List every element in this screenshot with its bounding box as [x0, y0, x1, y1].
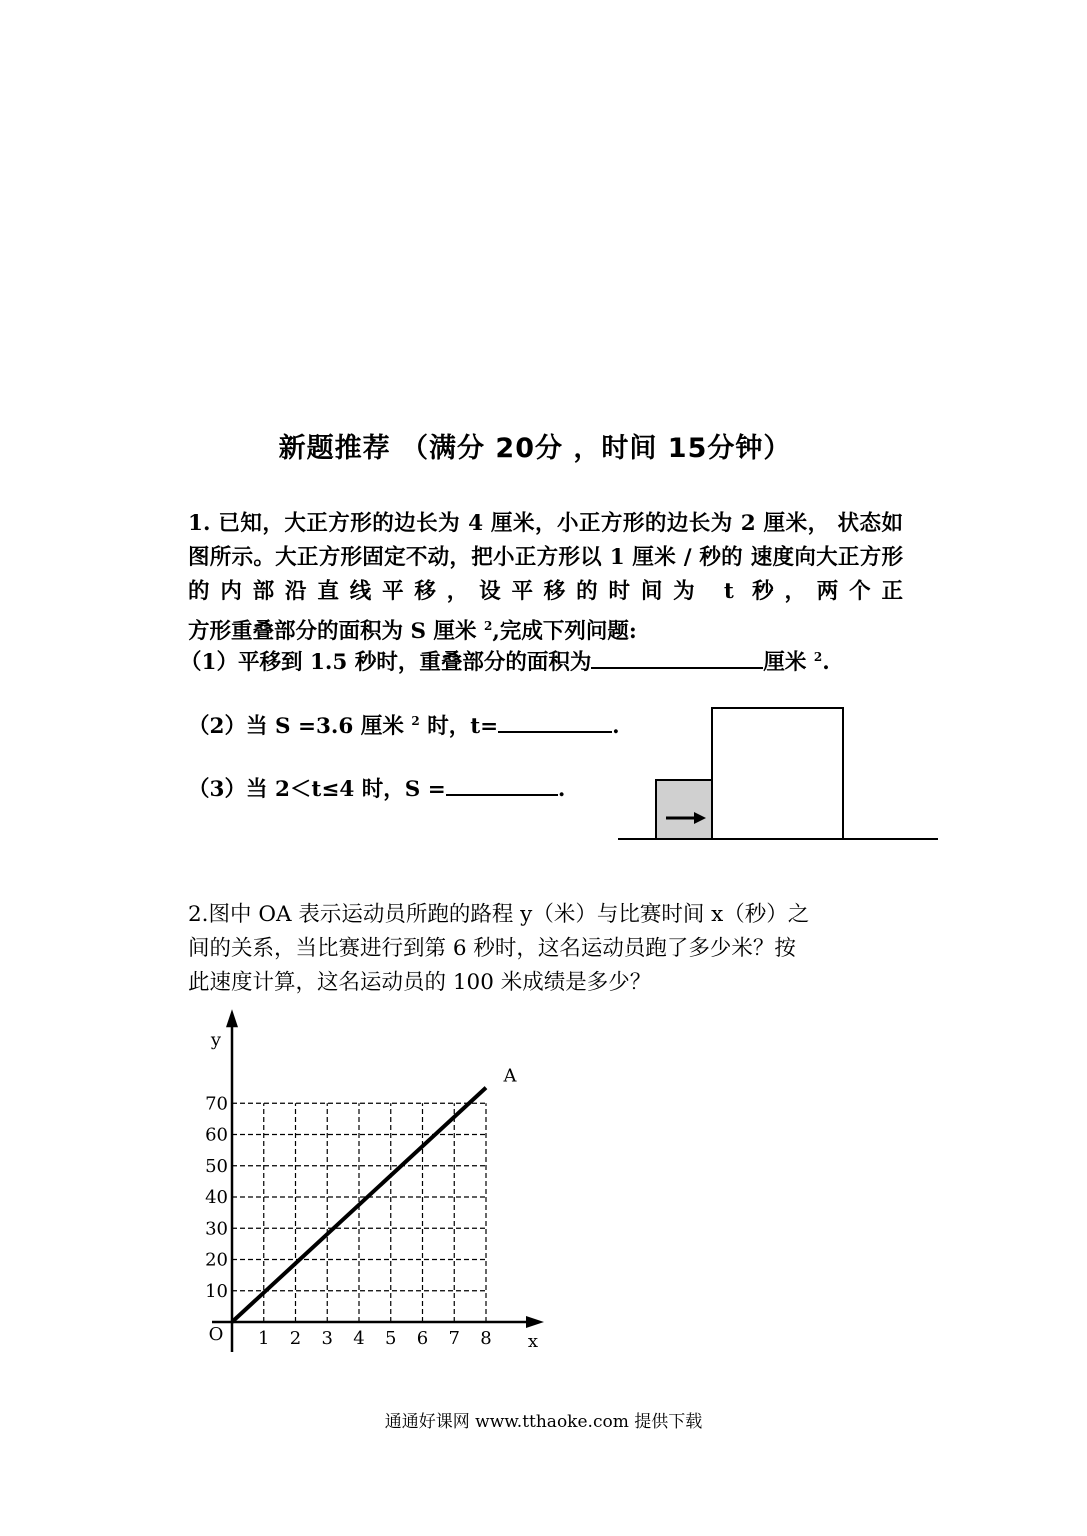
x-tick-label: 7 [448, 1328, 460, 1349]
x-tick-label: 2 [289, 1328, 302, 1349]
page-title: 新题推荐 （满分 20分 ，时间 15分钟） [278, 433, 792, 464]
x-tick-label: 5 [385, 1328, 397, 1349]
x-tick-label: 6 [416, 1328, 429, 1349]
x-tick-label: 1 [258, 1328, 270, 1349]
q1-part-1: （1）平移到 1.5 秒时，重叠部分的面积为 厘米 $^2$. [180, 645, 830, 676]
y-tick-label: 60 [205, 1124, 228, 1146]
y-axis-label: y [210, 1029, 222, 1051]
q1-part-3: （3）当 2＜t≤4 时，S = . [188, 772, 565, 803]
q1-part-2: （2）当 S =3.6 厘米 $^2$ 时，t= . [188, 709, 620, 740]
origin-label: O [208, 1324, 224, 1345]
q2-line: 间的关系，当比赛进行到第 6 秒时，这名运动员跑了多少米？按 [188, 936, 796, 961]
y-tick-label: 40 [205, 1187, 228, 1208]
y-axis-arrow-icon [226, 1009, 238, 1027]
point-a-label: A [503, 1065, 517, 1087]
footer: 通通好课网 www.tthaoke.com 提供下载 [384, 1412, 703, 1432]
x-axis-arrow-icon [526, 1316, 544, 1328]
x-tick-label: 4 [353, 1328, 365, 1349]
y-tick-label: 20 [205, 1249, 228, 1271]
q1-intro-last-line: 方形重叠部分的面积为 S 厘米 $^2$,完成下列问题: [188, 619, 637, 645]
y-tick-label: 10 [205, 1280, 228, 1302]
x-tick-label: 3 [321, 1328, 333, 1349]
x-axis-label: x [527, 1331, 539, 1352]
y-tick-label: 30 [205, 1218, 228, 1240]
y-tick-label: 50 [205, 1155, 228, 1177]
q1-intro-line: 状态如图所示。大正方形固定不动，把小正方形以 1 厘米 ∕ 秒的 [188, 511, 903, 570]
q2-line: 2.图中 OA 表示运动员所跑的路程 y（米）与比赛时间 x（秒）之 [188, 902, 810, 927]
q1-intro-line: 速度向大正方形的内部沿直线平移，设平移的时间为 t 秒，两个正 [188, 545, 903, 604]
q1-intro-line: 1. 已知，大正方形的边长为 4 厘米，小正方形的边长为 2 厘米， [188, 511, 830, 536]
q2-line: 此速度计算，这名运动员的 100 米成绩是多少？ [188, 970, 652, 995]
y-tick-label: 70 [205, 1093, 228, 1115]
x-tick-label: 8 [480, 1328, 492, 1349]
